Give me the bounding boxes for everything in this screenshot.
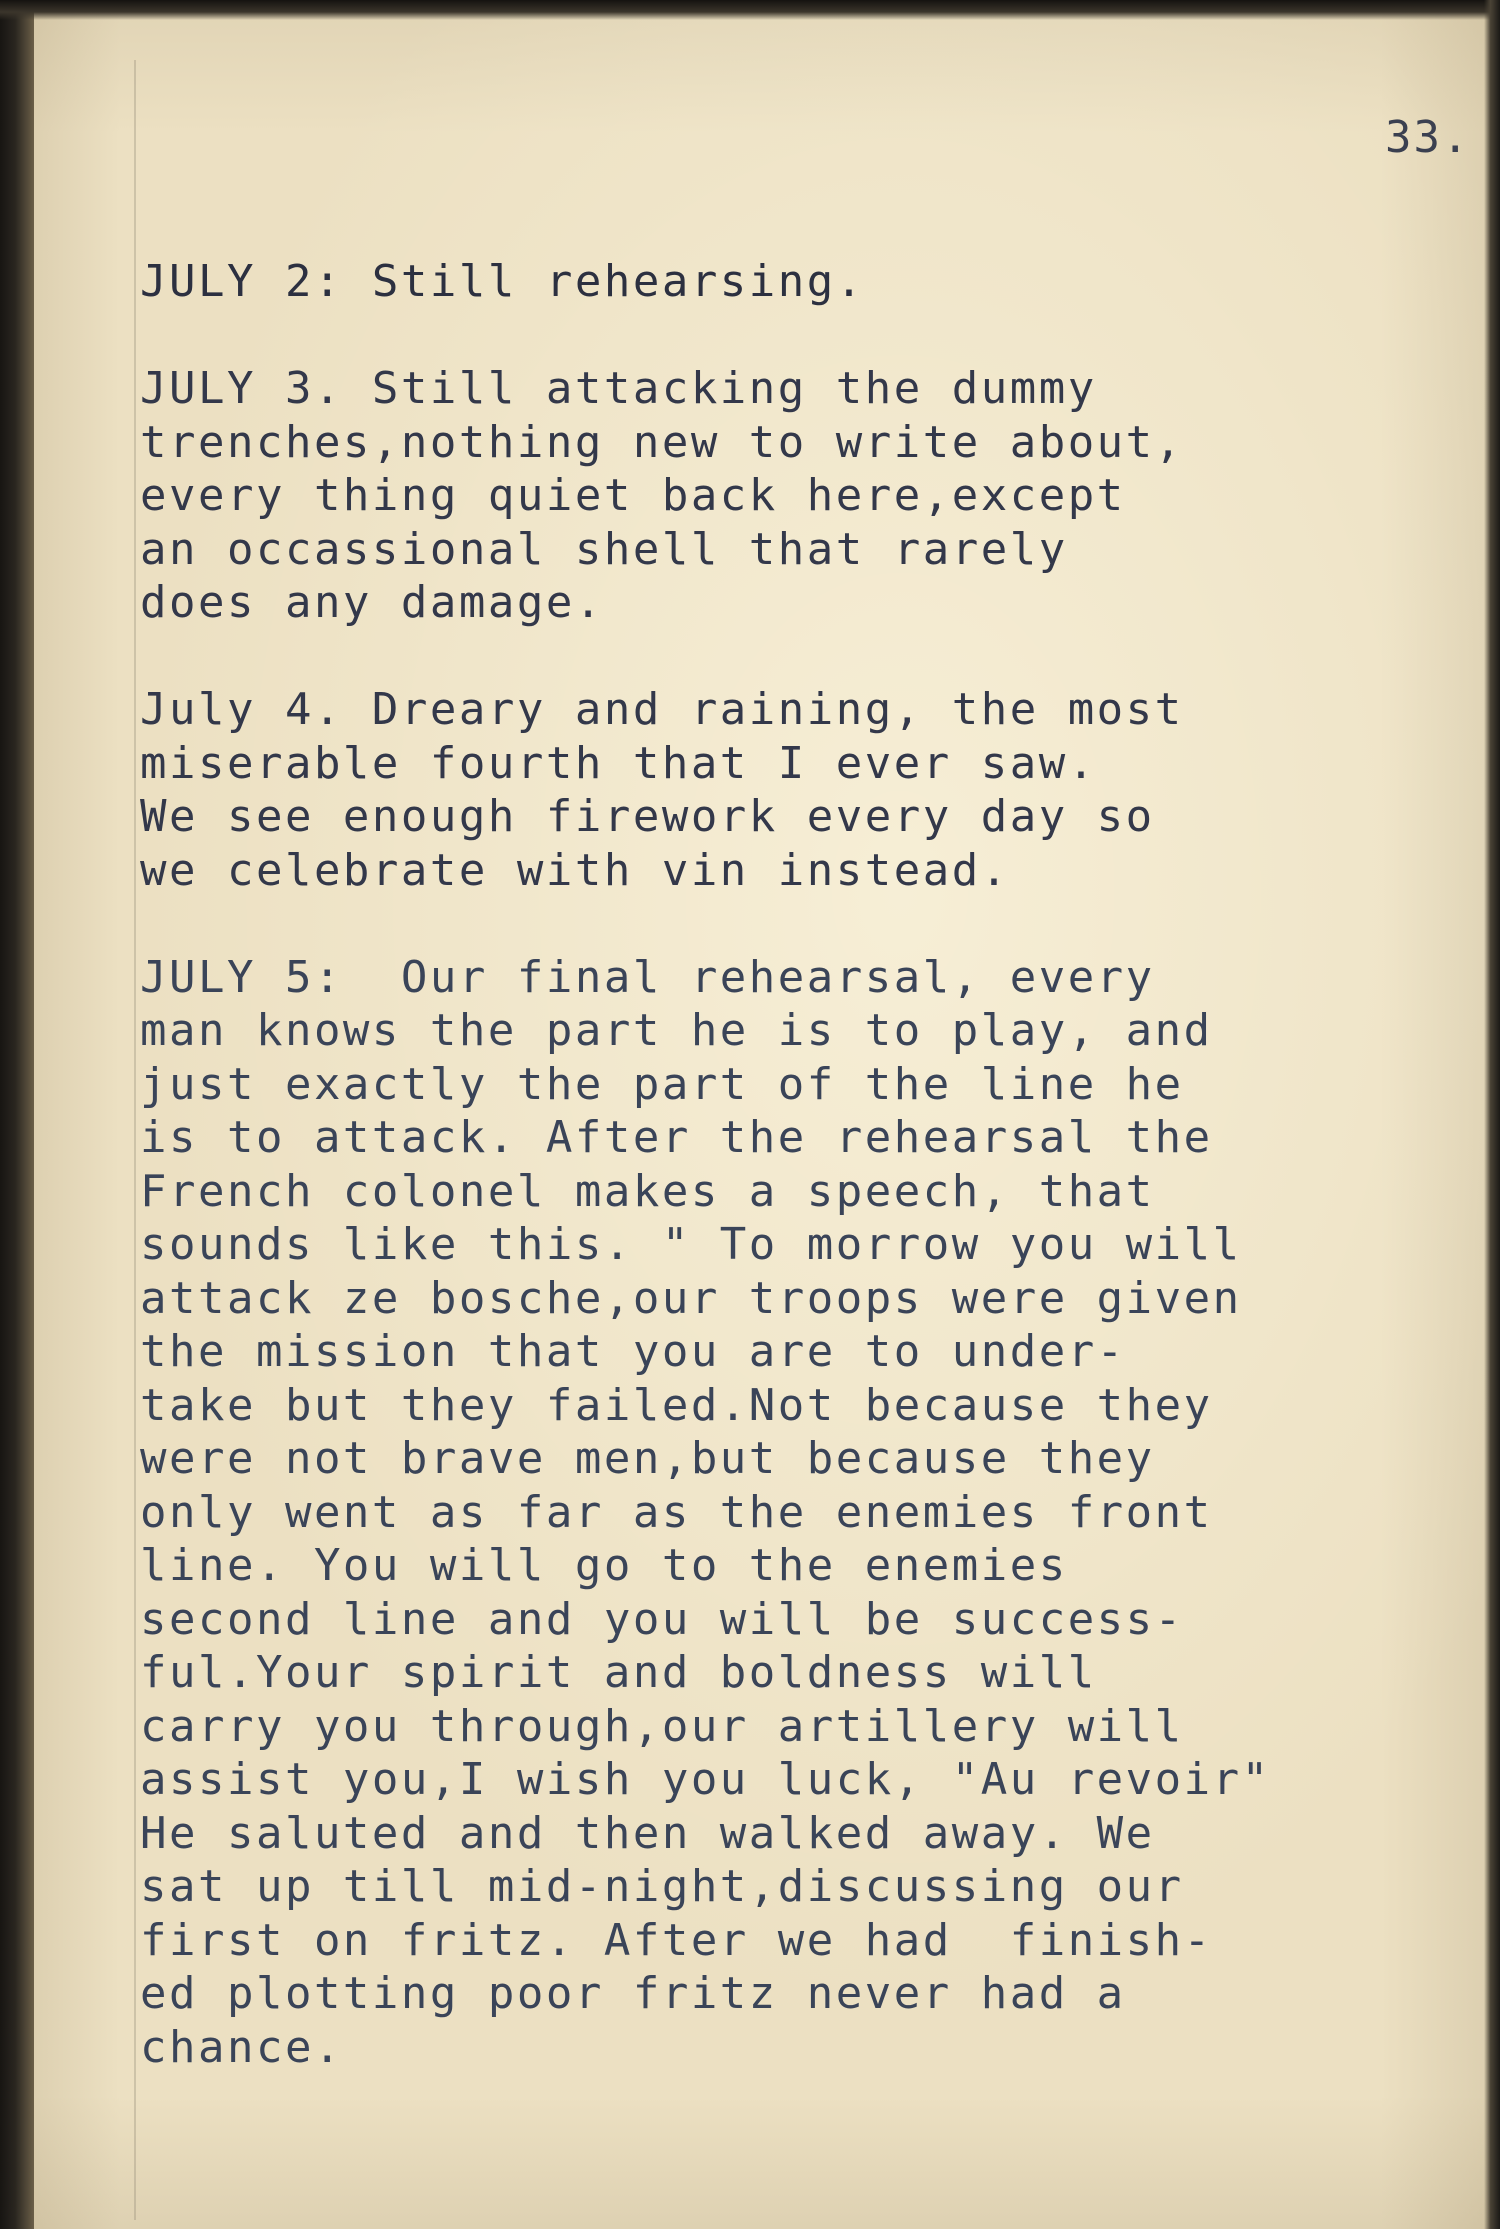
margin-rule — [134, 60, 136, 2220]
text-line: does any damage. — [140, 577, 604, 628]
text-line: every thing quiet back here,except — [140, 470, 1126, 521]
text-line: sat up till mid-night,discussing our — [140, 1861, 1184, 1912]
text-line: We see enough firework every day so — [140, 791, 1155, 842]
text-line: is to attack. After the rehearsal the — [140, 1112, 1213, 1163]
text-line: attack ze bosche,our troops were given — [140, 1272, 1242, 1324]
entry-july-4 — [140, 683, 1390, 897]
text-line: carry you through,our artillery will — [140, 1700, 1184, 1752]
text-line: sounds like this. " To morrow you will — [140, 1219, 1242, 1270]
text-line: ful.Your spirit and boldness will — [140, 1647, 1097, 1698]
text-line: were not brave men,but because they — [140, 1433, 1155, 1484]
text-line: we celebrate with vin instead. — [140, 844, 1010, 896]
text-line: second line and you will be success- — [140, 1593, 1184, 1645]
entry-july-5 — [140, 951, 1390, 2075]
entry-july-3 — [140, 362, 1390, 630]
text-line: He saluted and then walked away. We — [140, 1807, 1155, 1859]
book-binding — [0, 0, 34, 2229]
text-line: July 4. Dreary and raining, the most — [140, 684, 1184, 735]
diary-text — [140, 255, 1390, 2128]
text-line: the mission that you are to under- — [140, 1326, 1126, 1377]
text-line: man knows the part he is to play, and — [140, 1005, 1213, 1056]
text-line: trenches,nothing new to write about, — [140, 416, 1184, 468]
text-line: French colonel makes a speech, that — [140, 1165, 1155, 1217]
text-line: take but they failed.Not because they — [140, 1379, 1213, 1431]
text-line: JULY 2: Still rehearsing. — [140, 256, 865, 307]
text-line: miserable fourth that I ever saw. — [140, 737, 1097, 789]
text-line: first on fritz. After we had finish- — [140, 1914, 1213, 1966]
text-line: only went as far as the enemies front — [140, 1486, 1213, 1538]
page-number: 33. — [1385, 112, 1471, 163]
text-line: line. You will go to the enemies — [140, 1540, 1068, 1591]
text-line: JULY 3. Still attacking the dummy — [140, 363, 1097, 414]
text-line: just exactly the part of the line he — [140, 1058, 1184, 1110]
text-line: an occassional shell that rarely — [140, 523, 1068, 575]
text-line: chance. — [140, 2021, 343, 2073]
text-line: ed plotting poor fritz never had a — [140, 1968, 1126, 2019]
entry-july-2 — [140, 255, 1390, 309]
page-top-edge — [0, 0, 1500, 20]
page-right-edge — [1484, 0, 1500, 2229]
text-line: assist you,I wish you luck, "Au revoir" — [140, 1754, 1271, 1805]
text-line: JULY 5: Our final rehearsal, every — [140, 951, 1155, 1003]
